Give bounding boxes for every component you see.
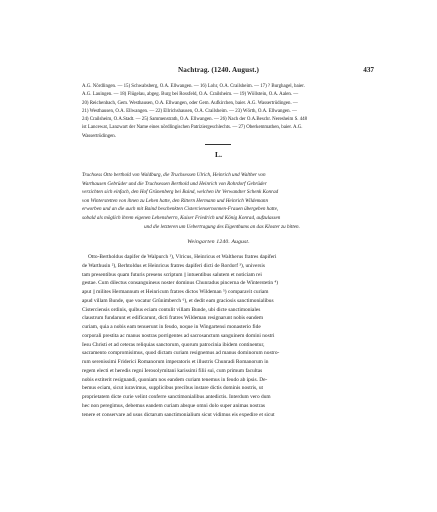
summary-line: von Winterstetten von ihnen zu Lehen hatte, den Rittern Hermann und Heinrich Wildemann <box>82 197 269 204</box>
body-line: hec non peregimus, debemus eandem curiam absque omni dolo super animas nostras <box>82 402 265 409</box>
body-line: nobis extiterit resignandi, quoniam nos eandem curiam tenemus in feudo ab ipsis. De- <box>82 376 268 383</box>
summary-line: und die letzteren um Uebertragung des Eigenthums an das Kloster zu bitten. <box>144 223 300 230</box>
body-line: curiam, quia a nobis eam tenuerunt in feudo, noque in Wingartensi monasterio fide <box>82 324 261 330</box>
body-line: bemus eciam, sicut iuravimus, supplicibus precibus instare dictis dominis nostris, ut <box>82 385 264 392</box>
summary-line: Warthausen Gebrüder und die Truchsessen Berthold und Heinrich von Rohrdorf Gebrüder <box>82 180 267 187</box>
page-number: 437 <box>363 66 374 74</box>
body-line: rum serenissimi Friderici Romanorum imperatoris et illustris Chunradi Romanorum in <box>82 359 269 365</box>
summary-line: verzichten sich einfach, den Hof Grünenberg bei Baind, welchen ihr Verwandter Schenk Konrad <box>82 189 279 196</box>
footnotes <box>82 83 359 141</box>
footnote-line: 20) Reichenbach, Gem. Westhausen, O.A. Ellwangen, oder Gem. Aufkirchen, baier. A.G. Wassertrüdingen. — <box>82 100 298 106</box>
footnote-line: A.G. Nördlingen. — 15) Schwabsberg, O.A. Ellwangen. — 16) Lohr, O.A. Crailsheim. — 17) ? Burghagel, baier. <box>82 84 305 89</box>
body-text <box>82 253 362 419</box>
footnote-line: 21) Westhausen, O.A. Ellwangen. — 22) Ellrichshausen, O.A. Crailsheim. — 23) Wörth, O.A. Ellwangen. — <box>82 108 297 114</box>
body-line: Otto-Bertholdus dapifer de Walpurch ¹), Vlricus, Heinricus et Waltherus fratres dapiferi <box>88 254 277 260</box>
summary-line: Truchsess Otto berthold von Waldburg, die Truchsessen Ulrich, Heinrich und Walther von <box>82 172 266 178</box>
summary-line: erworben und an die auch mit Baind beschenkten Cisterciensernonnen-Frauen übergeben hatte, <box>82 206 279 213</box>
body-line: regem electi et heredis regni Ierosolymitani karissimi filii sui, cum primum facultas <box>82 367 263 374</box>
body-line: Iesu Christi et ad ceteras reliquias sanctorum, quorum patrocinia ibidem continentur, <box>82 341 265 348</box>
body-line: corporali prestita ac manus nostras porrigentes ad sacrosanctum sanguinem domini nostri <box>82 332 275 339</box>
body-line: gestae. Cum dilectus consanguineus noster dominus Chunradus pincerna de Winterstetin ⁴) <box>82 280 279 287</box>
body-line: aput || milites Hermannum et Heinricum fratres dictos Wildeman ⁵) comparavit curiam <box>82 289 269 295</box>
footnote-line: Wassertrüdingen. <box>82 133 116 139</box>
body-line: Cisterciensis ordinis, quibus eciam contulit villam Bunde, ubi dicte sanctimoniales <box>82 306 261 313</box>
body-line: sacramento compromisimus, quod dictam curiam resignemus ad manus dominorum nostro- <box>82 350 280 357</box>
footnote-line: A.G. Lauingen. — 18) Flügelau, abgeg. Burg bei Rossfeld, O.A. Crailsheim. — 19) Wöllstein, O.A. Aalen. — <box>82 92 299 98</box>
body-line: tam presentibus quam futuris presens scriptum || intuentibus salutem et noticiam rei <box>82 271 262 278</box>
body-line: tenere et conservare ad usus dictarum sanctimonialium sicut vidimus eis expedire et sicut <box>82 411 275 418</box>
document-number: L. <box>215 150 222 159</box>
body-line: proprietatem dicte curie velint conferre sanctimonialibus antedictis. Interdum vero dum <box>82 394 271 400</box>
body-line: apud villam Bunde, que vocatur Grûnimberch ⁶), et dedit eam graciosis sanctimonialibus <box>82 297 274 304</box>
section-divider <box>205 144 231 145</box>
dateline: Weingarten 1240. August. <box>187 239 250 245</box>
footnote-line: 24) Crailsheim, O.A.Stadt. — 25) Sammenstrath, O.A. Ellwangen. — 26) Nach der O.A.Beschr. Neresheim S. 448 <box>82 117 308 123</box>
summary-line: sobald als möglich ihrem eigenen Lehensherrn, Kaiser Friedrich und König Konrad, aufzulassen <box>82 214 281 221</box>
body-line: claustrum fundarunt et edificarunt, dicti fratres Wildeman resignarunt nobis eandem <box>82 315 264 322</box>
document-summary <box>82 171 362 231</box>
footnote-line: ist Lancewat, Lanzwart der Name eines nördlingischen Patriziergeschlechts. — 27) Oberkemmathen, baier. A.G. <box>82 125 303 131</box>
body-line: de Warthusin ²), Berhtoldus et Heinricus fratres dapiferi dicti de Rordorf ³), universis <box>82 262 265 269</box>
running-header <box>0 66 437 80</box>
header-title: Nachtrag. (1240. August.) <box>178 66 259 74</box>
